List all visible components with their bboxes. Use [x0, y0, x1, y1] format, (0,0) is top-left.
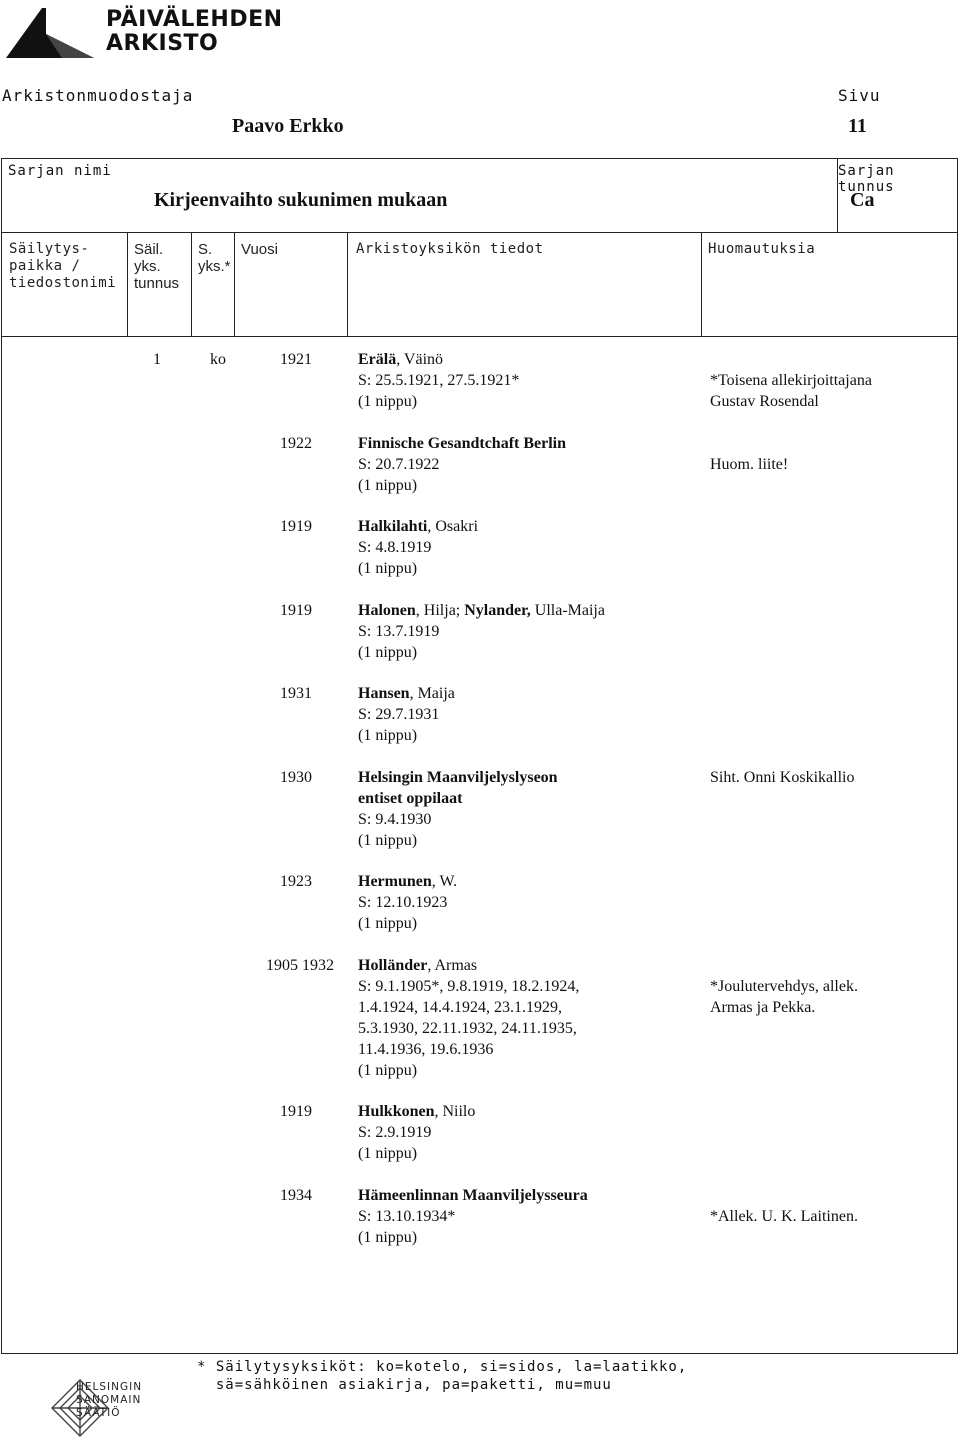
unit-description: Hansen, Maija S: 29.7.1931 (1 nippu)	[358, 685, 455, 744]
column-header-year: Vuosi	[241, 241, 278, 258]
remarks: *Joulutervehdys, allek. Armas ja Pekka.	[710, 978, 858, 1016]
correspondent-name: Erälä	[358, 351, 397, 368]
correspondent-name: Hämeenlinnan Maanviljelysseura	[358, 1187, 588, 1204]
unit-description: Hämeenlinnan Maanviljelysseura S: 13.10.1934* (1 nippu)	[358, 1187, 588, 1246]
series-box	[1, 158, 958, 232]
unit-description: Halkilahti, Osakri S: 4.8.1919 (1 nippu)	[358, 518, 479, 577]
year: 1934	[280, 1187, 312, 1204]
year: 1921	[280, 351, 312, 368]
year: 1923	[280, 873, 312, 890]
box-id: 1	[153, 351, 161, 368]
series-id-label: Sarjan tunnus	[838, 163, 895, 195]
year: 1930	[280, 769, 312, 786]
unit-description: Helsingin Maanviljelyslyseon entiset oppilaat S: 9.4.1930 (1 nippu)	[358, 769, 558, 849]
archiver-name: Paavo Erkko	[232, 115, 344, 137]
remarks: Siht. Onni Koskikallio	[710, 769, 855, 786]
box-type: ko	[210, 351, 226, 368]
column-divider	[347, 233, 348, 336]
year: 1919	[280, 602, 312, 619]
unit-description: Erälä, Väinö S: 25.5.1921, 27.5.1921* (1 nippu)	[358, 351, 520, 410]
series-name-label: Sarjan nimi	[8, 163, 112, 179]
remarks: Huom. liite!	[710, 456, 789, 473]
year: 1922	[280, 435, 312, 452]
year: 1931	[280, 685, 312, 702]
brand-line-1: PÄIVÄLEHDEN	[106, 7, 283, 32]
correspondent-name: Finnische Gesandtchaft Berlin	[358, 435, 567, 452]
unit-description: Holländer, Armas S: 9.1.1905*, 9.8.1919, 18.2.1924, 1.4.1924, 14.4.1924, 23.1.1929, 5.3.1930, 22.11.1932, 24.11.1935, 11.4.1936, 19.6.1936 (1 nippu)	[358, 957, 580, 1079]
correspondent-name: Hermunen	[358, 873, 432, 890]
unit-description: Finnische Gesandtchaft Berlin S: 20.7.1922 (1 nippu)	[358, 435, 567, 494]
column-header-unit-info: Arkistoyksikön tiedot	[356, 241, 544, 257]
remarks: *Toisena allekirjoittajana Gustav Rosendal	[710, 372, 872, 410]
year: 1919	[280, 518, 312, 535]
column-header-box-type: S. yks.*	[198, 241, 231, 275]
header-divider	[2, 336, 957, 337]
paivalehden-arkisto-logo	[2, 4, 283, 62]
series-id: Ca	[850, 189, 875, 211]
page-number: 11	[848, 115, 867, 137]
column-header-box-id: Säil. yks. tunnus	[134, 241, 180, 292]
correspondent-name: Holländer	[358, 957, 428, 974]
page-label: Sivu	[838, 86, 881, 105]
column-divider	[127, 233, 128, 336]
column-divider	[191, 233, 192, 336]
unit-description: Hulkkonen, Niilo S: 2.9.1919 (1 nippu)	[358, 1103, 476, 1162]
remarks: *Allek. U. K. Laitinen.	[710, 1208, 858, 1225]
year: 1919	[280, 1103, 312, 1120]
unit-description: Hermunen, W. S: 12.10.1923 (1 nippu)	[358, 873, 458, 932]
archiver-label: Arkistonmuodostaja	[2, 86, 194, 105]
correspondent-name: Halkilahti	[358, 518, 428, 535]
brand-line-2: ARKISTO	[106, 31, 219, 56]
column-header-location: Säilytys- paikka / tiedostonimi	[9, 241, 117, 291]
column-divider	[701, 233, 702, 336]
correspondent-name: Halonen	[358, 602, 416, 619]
column-divider	[234, 233, 235, 336]
year: 1905 1932	[266, 957, 334, 974]
column-header-remarks: Huomautuksia	[708, 241, 816, 257]
archive-logo-icon	[2, 4, 98, 62]
correspondent-name: Hulkkonen	[358, 1103, 435, 1120]
correspondent-name: Nylander,	[464, 602, 531, 619]
correspondent-name: Helsingin Maanviljelyslyseon	[358, 769, 558, 786]
storage-unit-legend: * Säilytysyksiköt: ko=kotelo, si=sidos, la=laatikko, sä=sähköinen asiakirja, pa=paketti, mu=muu	[197, 1359, 688, 1393]
foundation-name: HELSINGIN SANOMAIN SÄÄTIÖ	[76, 1381, 143, 1419]
series-name: Kirjeenvaihto sukunimen mukaan	[154, 189, 448, 211]
correspondent-name: Hansen	[358, 685, 410, 702]
unit-description: Halonen, Hilja; Nylander, Ulla-Maija S: 13.7.1919 (1 nippu)	[358, 602, 605, 661]
